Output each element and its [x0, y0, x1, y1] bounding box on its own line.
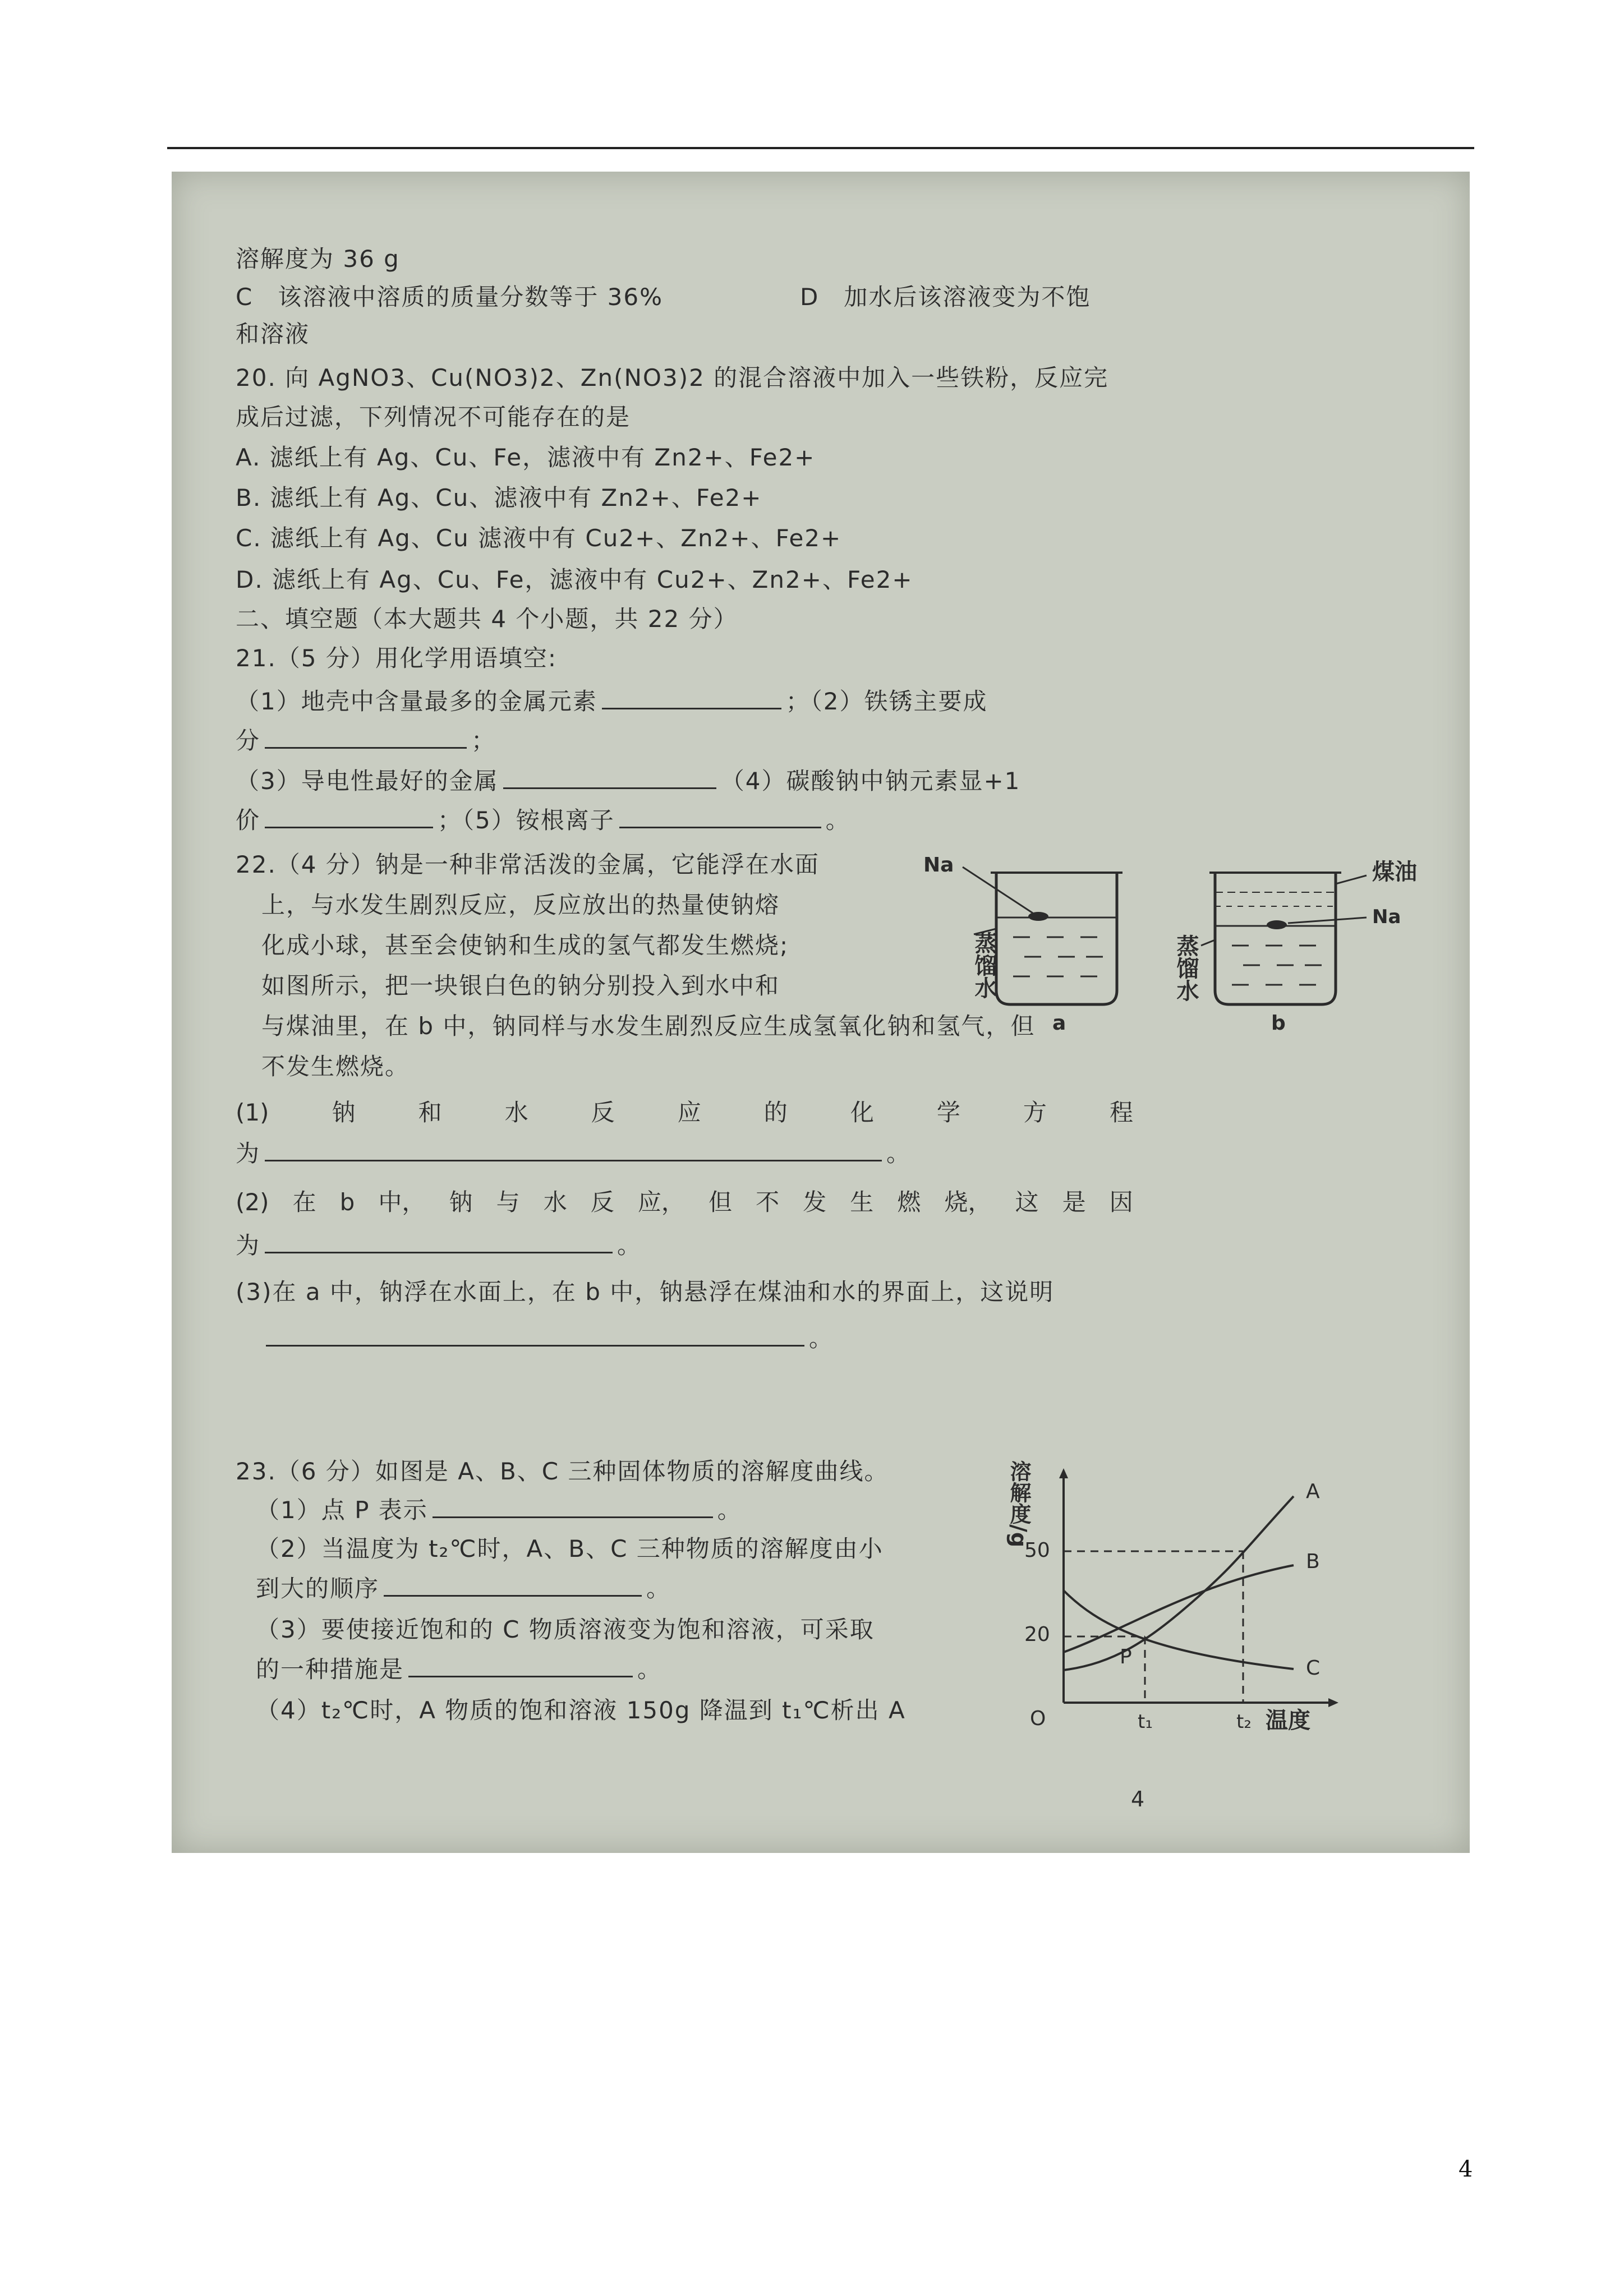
question-23-line: （3）要使接近饱和的 C 物质溶液变为饱和溶液，可采取 — [256, 1616, 875, 1643]
question-20-stem: 20. 向 AgNO3、Cu(NO3)2、Zn(NO3)2 的混合溶液中加入一些铁粉，反应完 — [236, 364, 1109, 391]
question-20-option-b: B. 滤纸上有 Ag、Cu、滤液中有 Zn2+、Fe2+ — [236, 484, 762, 511]
text: （1）地壳中含量最多的金属元素 — [236, 688, 597, 715]
question-22-line — [236, 1137, 911, 1169]
text: 的一种措施是 — [256, 1656, 404, 1683]
answer-blank[interactable] — [265, 1137, 882, 1161]
answer-blank[interactable] — [265, 804, 433, 828]
beaker-label-b: b — [1271, 1012, 1286, 1035]
spread-word: b — [339, 1188, 355, 1216]
spread-word: 应 — [677, 1099, 701, 1126]
curve-c-label: C — [1306, 1657, 1321, 1680]
text: 。 — [825, 806, 850, 834]
text: 。 — [717, 1496, 742, 1524]
question-21-line — [236, 765, 1020, 797]
answer-blank[interactable] — [619, 804, 821, 828]
text: 到大的顺序 — [256, 1575, 380, 1602]
question-20-option-c: C. 滤纸上有 Ag、Cu 滤液中有 Cu2+、Zn2+、Fe2+ — [236, 524, 842, 552]
spread-word: 水 — [543, 1188, 567, 1216]
point-p-label: P — [1120, 1645, 1132, 1668]
answer-blank[interactable] — [265, 1229, 613, 1253]
question-20-stem: 成后过滤，下列情况不可能存在的是 — [236, 403, 631, 431]
spread-word: (1) — [236, 1099, 269, 1126]
text-line: 和溶液 — [236, 320, 310, 348]
spread-word: 和 — [418, 1099, 442, 1126]
spread-word: 这 — [1015, 1188, 1039, 1216]
text: 为 — [236, 1232, 261, 1259]
option-d: D 加水后该溶液变为不饱 — [800, 283, 1091, 311]
spread-word: 反 — [590, 1188, 614, 1216]
question-23-line — [256, 1653, 662, 1685]
solubility-graph — [979, 1422, 1372, 1736]
question-21-line — [236, 804, 850, 836]
text: （4）碳酸钠中钠元素显+1 — [720, 767, 1021, 795]
question-22-part-2 — [236, 1187, 1133, 1218]
question-23-line: （4）t₂℃时，A 物质的饱和溶液 150g 降温到 t₁℃析出 A — [256, 1696, 906, 1724]
text: 分 — [236, 727, 261, 754]
beaker-diagram — [918, 850, 1479, 1035]
sodium-label-b: Na — [1372, 906, 1401, 928]
beaker-label-a: a — [1052, 1012, 1066, 1035]
question-20-option-d: D. 滤纸上有 Ag、Cu、Fe，滤液中有 Cu2+、Zn2+、Fe2+ — [236, 566, 913, 593]
question-23-line — [256, 1573, 671, 1605]
spread-word: 但 — [708, 1188, 732, 1216]
spread-word: 生 — [850, 1188, 874, 1216]
answer-blank[interactable] — [384, 1573, 642, 1597]
question-23-stem: 23.（6 分）如图是 A、B、C 三种固体物质的溶解度曲线。 — [236, 1458, 889, 1485]
spread-word: 的 — [763, 1099, 788, 1126]
question-22-line — [261, 1322, 834, 1354]
spread-word: 反 — [591, 1099, 615, 1126]
question-23-line: （2）当温度为 t₂℃时，A、B、C 三种物质的溶解度由小 — [256, 1535, 884, 1562]
answer-blank[interactable] — [408, 1653, 633, 1677]
spread-word: 不 — [756, 1188, 780, 1216]
question-21-stem: 21.（5 分）用化学用语填空: — [236, 644, 558, 672]
curve-a-label: A — [1306, 1480, 1320, 1503]
scan-page-number: 4 — [1131, 1787, 1145, 1811]
text: 。 — [646, 1575, 671, 1602]
answer-blank[interactable] — [266, 1322, 804, 1347]
spread-word: 方 — [1023, 1099, 1047, 1126]
spread-word: 程 — [1109, 1099, 1133, 1126]
y-tick-50: 50 — [1024, 1539, 1050, 1562]
answer-blank[interactable] — [433, 1494, 713, 1518]
answer-blank[interactable] — [503, 765, 716, 789]
x-axis-label: 温度 — [1266, 1708, 1310, 1733]
text: 。 — [637, 1656, 663, 1683]
spread-word: 水 — [504, 1099, 528, 1126]
text: 价 — [236, 806, 261, 834]
text: 。 — [886, 1140, 912, 1167]
y-axis-label: 溶解度/g — [1006, 1460, 1031, 1548]
text: ； — [471, 727, 496, 754]
water-label-a: 蒸馏水 — [971, 932, 997, 999]
question-21-line — [236, 685, 987, 717]
curve-b-label: B — [1306, 1550, 1320, 1573]
answer-blank[interactable] — [602, 685, 781, 709]
spread-word: 燃 — [897, 1188, 921, 1216]
spread-word: 因 — [1109, 1188, 1133, 1216]
question-20-option-a: A. 滤纸上有 Ag、Cu、Fe，滤液中有 Zn2+、Fe2+ — [236, 444, 816, 471]
beaker-b — [1201, 873, 1367, 1004]
spread-word: 钠 — [449, 1188, 473, 1216]
text-line: 溶解度为 36 g — [236, 245, 400, 273]
page-number: 4 — [1459, 2156, 1473, 2182]
question-21-line — [236, 725, 496, 757]
question-22-part-3: (3)在 a 中，钠浮在水面上，在 b 中，钠悬浮在煤油和水的界面上，这说明 — [236, 1278, 1055, 1306]
curve-b — [1064, 1565, 1294, 1652]
text: 为 — [236, 1140, 261, 1167]
water-label-b: 蒸馏水 — [1173, 934, 1199, 1002]
spread-word: 与 — [496, 1188, 520, 1216]
x-tick-t1: t₁ — [1138, 1711, 1153, 1733]
scanned-exam-page — [172, 172, 1470, 1853]
origin-label: O — [1030, 1707, 1046, 1730]
y-tick-20: 20 — [1024, 1623, 1050, 1646]
question-22-stem: 不发生燃烧。 — [261, 1053, 410, 1080]
question-22-stem: 如图所示，把一块银白色的钠分别投入到水中和 — [261, 972, 780, 999]
text: 。 — [617, 1232, 642, 1259]
answer-blank[interactable] — [265, 725, 467, 749]
question-22-part-1 — [236, 1097, 1133, 1128]
header-rule — [167, 147, 1474, 149]
spread-word: 中， — [378, 1188, 426, 1216]
question-22-line — [236, 1229, 642, 1261]
question-22-stem: 上，与水发生剧烈反应，反应放出的热量使钠熔 — [261, 891, 780, 919]
question-22-stem: 与煤油里，在 b 中，钠同样与水发生剧烈反应生成氢氧化钠和氢气，但 — [261, 1012, 1036, 1040]
spread-word: 应， — [637, 1188, 685, 1216]
curve-a — [1064, 1496, 1294, 1670]
spread-word: (2) — [236, 1188, 269, 1216]
sodium-label-a: Na — [923, 854, 954, 877]
section-heading: 二、填空题（本大题共 4 个小题，共 22 分） — [236, 605, 738, 633]
spread-word: 钠 — [332, 1099, 356, 1126]
kerosene-label: 煤油 — [1372, 859, 1417, 885]
graph-axes — [1059, 1468, 1338, 1707]
spread-word: 学 — [936, 1099, 960, 1126]
spread-word: 化 — [850, 1099, 874, 1126]
question-23-line — [256, 1494, 742, 1526]
text: 。 — [809, 1325, 834, 1352]
spread-word: 是 — [1062, 1188, 1086, 1216]
spread-word: 烧， — [944, 1188, 992, 1216]
question-22-stem: 化成小球，甚至会使钠和生成的氢气都发生燃烧; — [261, 932, 789, 959]
text: ；（5）铵根离子 — [438, 806, 615, 834]
spread-word: 在 — [292, 1188, 316, 1216]
text: （3）导电性最好的金属 — [236, 767, 499, 795]
spread-word: 发 — [803, 1188, 827, 1216]
option-c: C 该溶液中溶质的质量分数等于 36% — [236, 283, 664, 311]
text: （1）点 P 表示 — [256, 1496, 428, 1524]
graph-guides — [1064, 1551, 1243, 1703]
x-tick-t2: t₂ — [1236, 1711, 1252, 1733]
text: ；（2）铁锈主要成 — [785, 688, 988, 715]
question-22-stem: 22.（4 分）钠是一种非常活泼的金属，它能浮在水面 — [236, 851, 820, 878]
